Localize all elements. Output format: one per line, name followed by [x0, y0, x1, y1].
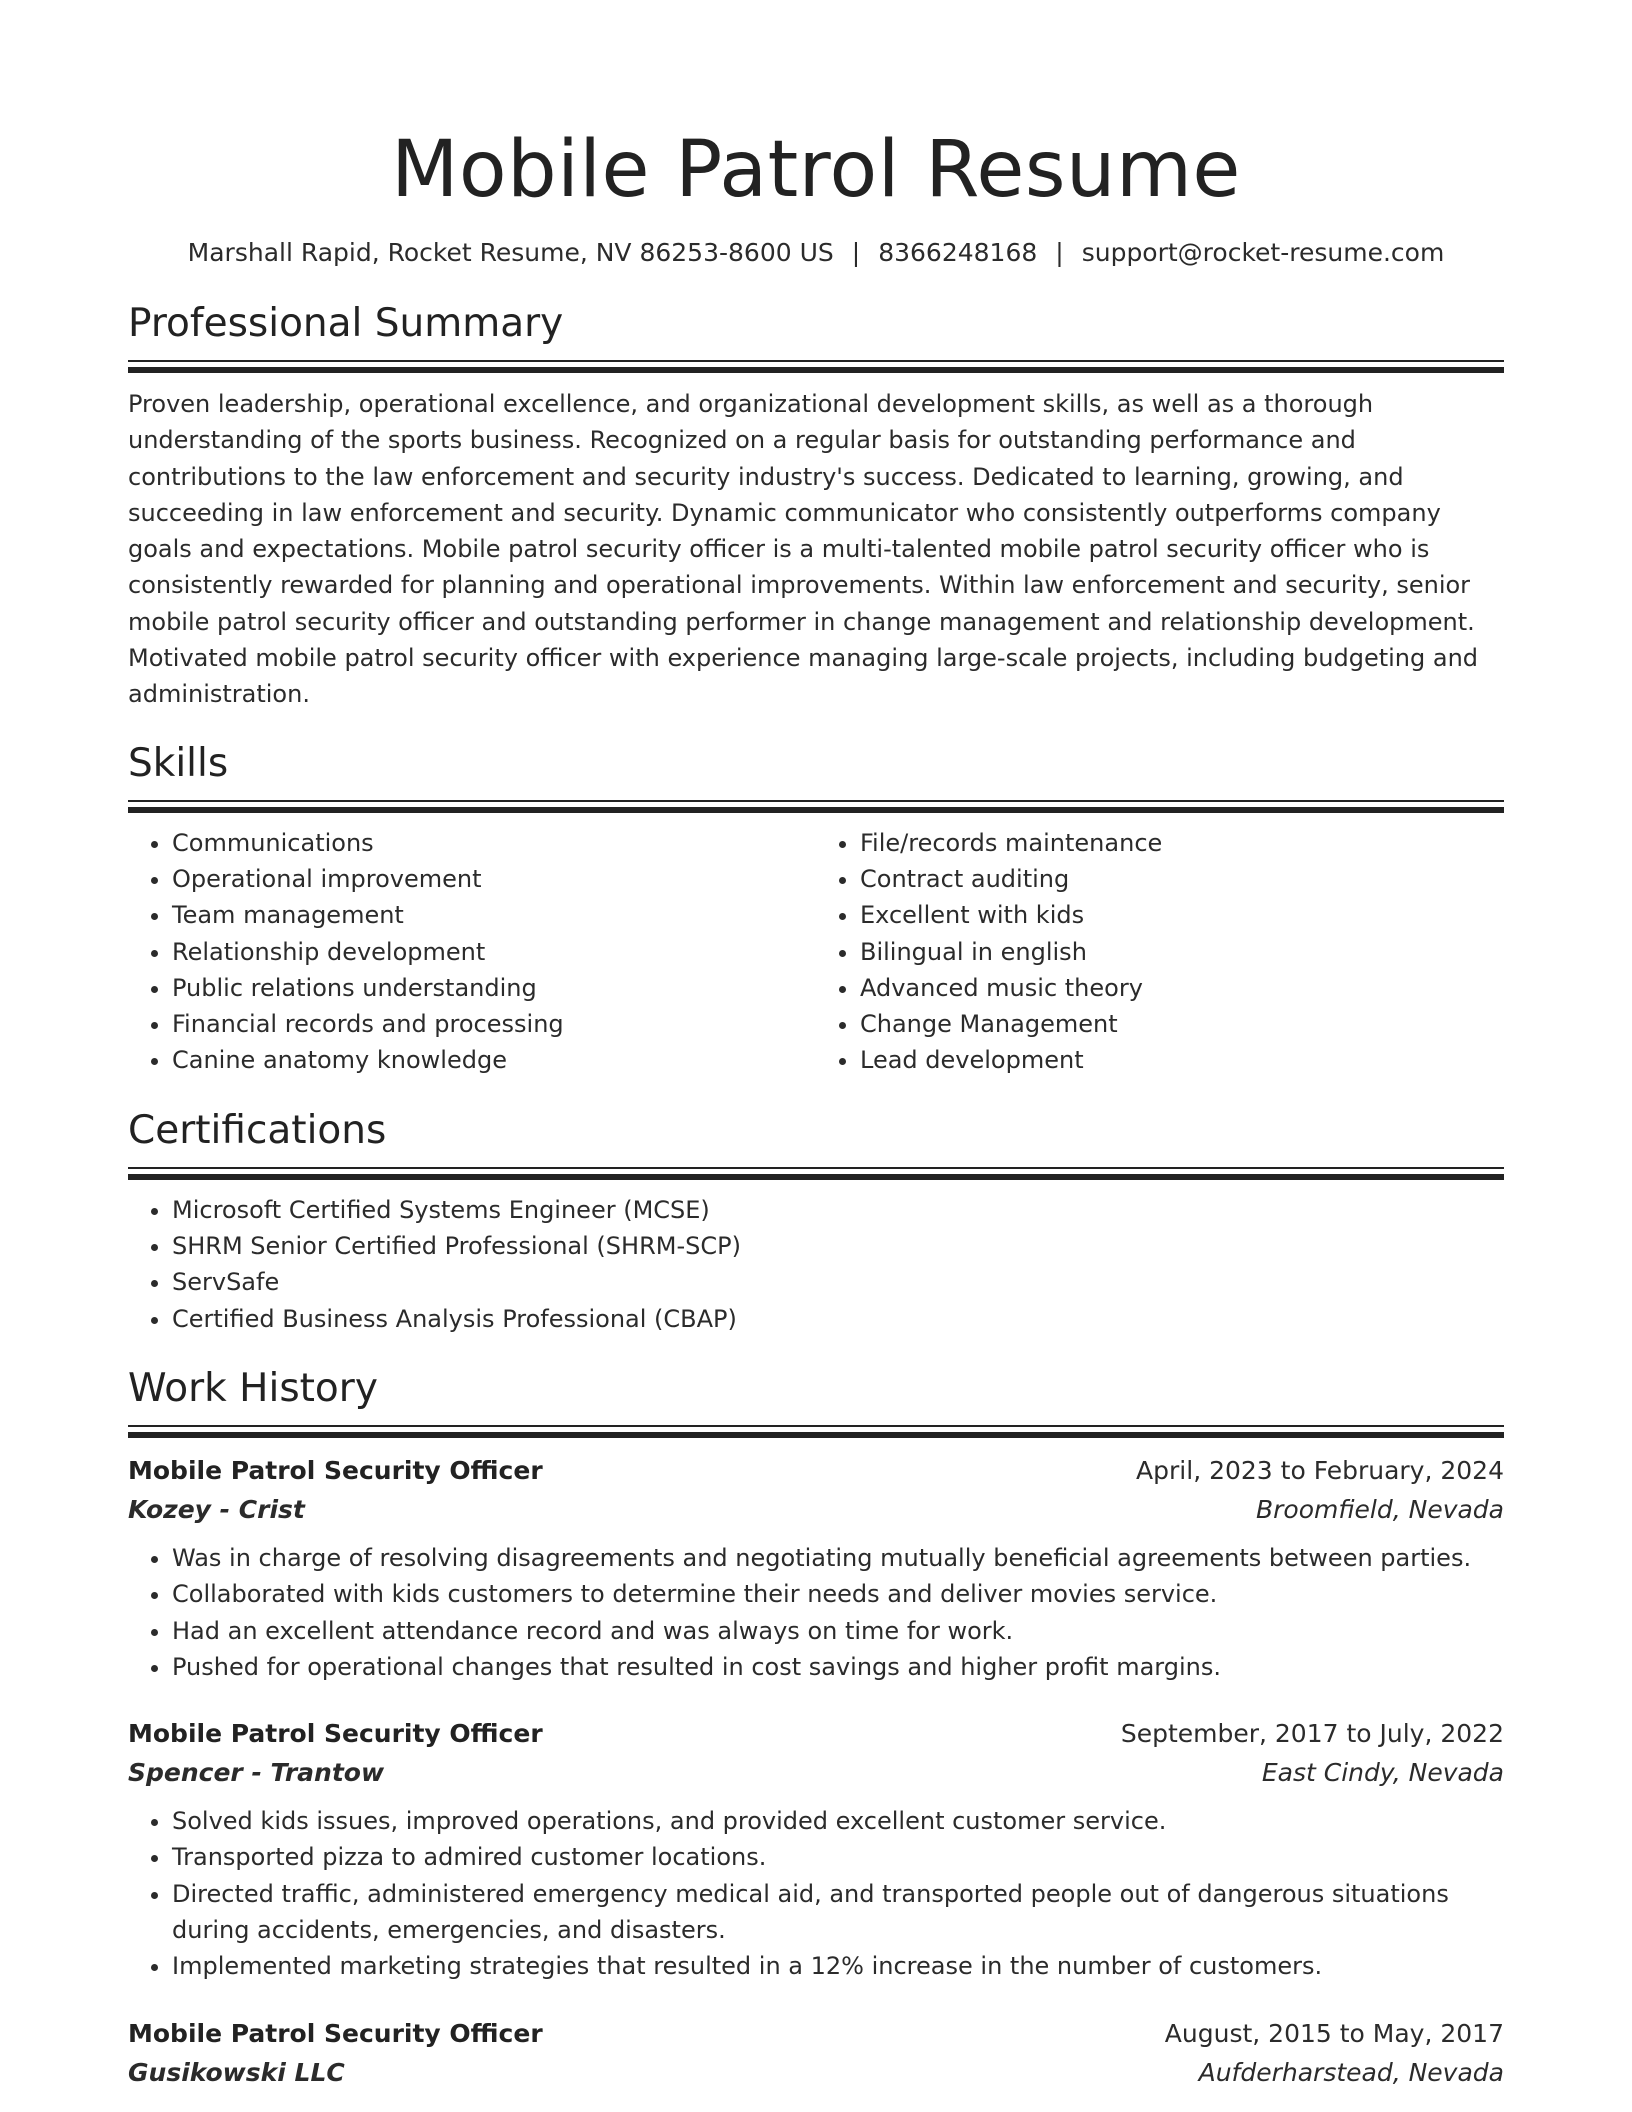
section-divider: [128, 360, 1504, 373]
job-subheader: [128, 1753, 1504, 1793]
skill-item: • Team management: [172, 897, 816, 933]
job-header: [128, 1715, 1504, 1753]
job-entry: [128, 2015, 1504, 2093]
job-entry: [128, 1452, 1504, 1685]
job-bullet: • Implemented marketing strategies that resulted in a 12% increase in the number of customers.: [172, 1948, 1504, 1984]
skill-item: • Excellent with kids: [860, 897, 1504, 933]
job-company: Spencer - Trantow: [128, 1758, 385, 1788]
job-title: Mobile Patrol Security Officer: [128, 2018, 543, 2048]
skill-item: • Change Management: [860, 1006, 1504, 1042]
skill-item: • Contract auditing: [860, 861, 1504, 897]
job-title: Mobile Patrol Security Officer: [128, 1455, 543, 1485]
contact-address: Marshall Rapid, Rocket Resume, NV 86253-8600 US: [187, 238, 834, 267]
skill-item: • Advanced music theory: [860, 970, 1504, 1006]
section-heading-certifications: Certifications: [128, 1107, 387, 1153]
certifications-list: [128, 1192, 1504, 1337]
skill-item: • Communications: [172, 825, 816, 861]
job-subheader: [128, 1490, 1504, 1530]
skill-item: • Relationship development: [172, 934, 816, 970]
work-history-section: [128, 1365, 1504, 2093]
summary-text: Proven leadership, operational excellence, and organizational development skills, as well as a thorough understanding of the sports business. Recognized on a regular basis for outstanding performance and contributions to the law enforcement and security industry's success. Dedicated to learning, growing, and succeeding in law enforcement and security. Dynamic communicator who consistently outperforms company goals and expectations. Mobile patrol security officer is a multi-talented mobile patrol security officer who is consistently rewarded for planning and operational improvements. Within law enforcement and security, senior mobile patrol security officer and outstanding performer in change management and relationship development. Motivated mobile patrol security officer with experience managing large-scale projects, including budgeting and administration.: [128, 390, 1479, 709]
job-company: Gusikowski LLC: [128, 2057, 345, 2087]
job-bullet: • Collaborated with kids customers to determine their needs and deliver movies service.: [172, 1576, 1504, 1612]
job-header: [128, 1452, 1504, 1490]
contact-line: [128, 236, 1504, 270]
contact-email[interactable]: support@rocket-resume.com: [1081, 238, 1445, 267]
certifications-section: [128, 1107, 1504, 1337]
job-location: East Cindy, Nevada: [1261, 1758, 1504, 1788]
skill-item: • Public relations understanding: [172, 970, 816, 1006]
skill-item: • Canine anatomy knowledge: [172, 1042, 816, 1078]
contact-separator: |: [851, 238, 861, 267]
certification-item: • Certified Business Analysis Professional (CBAP): [172, 1301, 1504, 1337]
job-company: Kozey - Crist: [128, 1494, 305, 1524]
section-divider: [128, 1167, 1504, 1180]
section-divider: [128, 1425, 1504, 1438]
skills-list-right: [816, 825, 1504, 1079]
job-bullet: • Was in charge of resolving disagreements and negotiating mutually beneficial agreements between parties.: [172, 1540, 1504, 1576]
job-dates: September, 2017 to July, 2022: [1120, 1719, 1504, 1749]
certification-item: • ServSafe: [172, 1264, 1504, 1300]
skill-item: • Lead development: [860, 1042, 1504, 1078]
skill-item: • Bilingual in english: [860, 934, 1504, 970]
summary-section: [128, 300, 1504, 713]
job-location: Aufderharstead, Nevada: [1198, 2057, 1504, 2087]
skills-section: [128, 740, 1504, 1079]
section-heading-work-history: Work History: [128, 1365, 378, 1411]
section-divider: [128, 800, 1504, 813]
job-entry: [128, 1715, 1504, 1984]
job-subheader: [128, 2053, 1504, 2093]
skill-item: • File/records maintenance: [860, 825, 1504, 861]
job-bullet: • Directed traffic, administered emergency medical aid, and transported people out of dangerous situations during accidents, emergencies, and disasters.: [172, 1876, 1504, 1949]
job-dates: April, 2023 to February, 2024: [1136, 1455, 1504, 1485]
skill-item: • Financial records and processing: [172, 1006, 816, 1042]
skills-list-left: [128, 825, 816, 1079]
job-bullet: • Transported pizza to admired customer locations.: [172, 1839, 1504, 1875]
contact-separator: |: [1055, 238, 1064, 267]
skill-item: • Operational improvement: [172, 861, 816, 897]
certification-item: • SHRM Senior Certified Professional (SHRM-SCP): [172, 1228, 1504, 1264]
section-heading-skills: Skills: [128, 740, 229, 786]
job-header: [128, 2015, 1504, 2053]
job-bullet: • Had an excellent attendance record and was always on time for work.: [172, 1613, 1504, 1649]
skills-columns: [128, 825, 1504, 1079]
job-bullet: • Pushed for operational changes that resulted in cost savings and higher profit margins.: [172, 1649, 1504, 1685]
job-bullets: [128, 1540, 1504, 1685]
job-title: Mobile Patrol Security Officer: [128, 1719, 543, 1749]
resume-title: Mobile Patrol Resume: [391, 125, 1241, 215]
certification-item: • Microsoft Certified Systems Engineer (MCSE): [172, 1192, 1504, 1228]
job-dates: August, 2015 to May, 2017: [1164, 2018, 1504, 2048]
job-bullets: [128, 1803, 1504, 1984]
job-bullet: • Solved kids issues, improved operations, and provided excellent customer service.: [172, 1803, 1504, 1839]
contact-phone: 8366248168: [878, 238, 1038, 267]
section-heading-summary: Professional Summary: [128, 301, 564, 346]
job-location: Broomfield, Nevada: [1256, 1494, 1504, 1524]
